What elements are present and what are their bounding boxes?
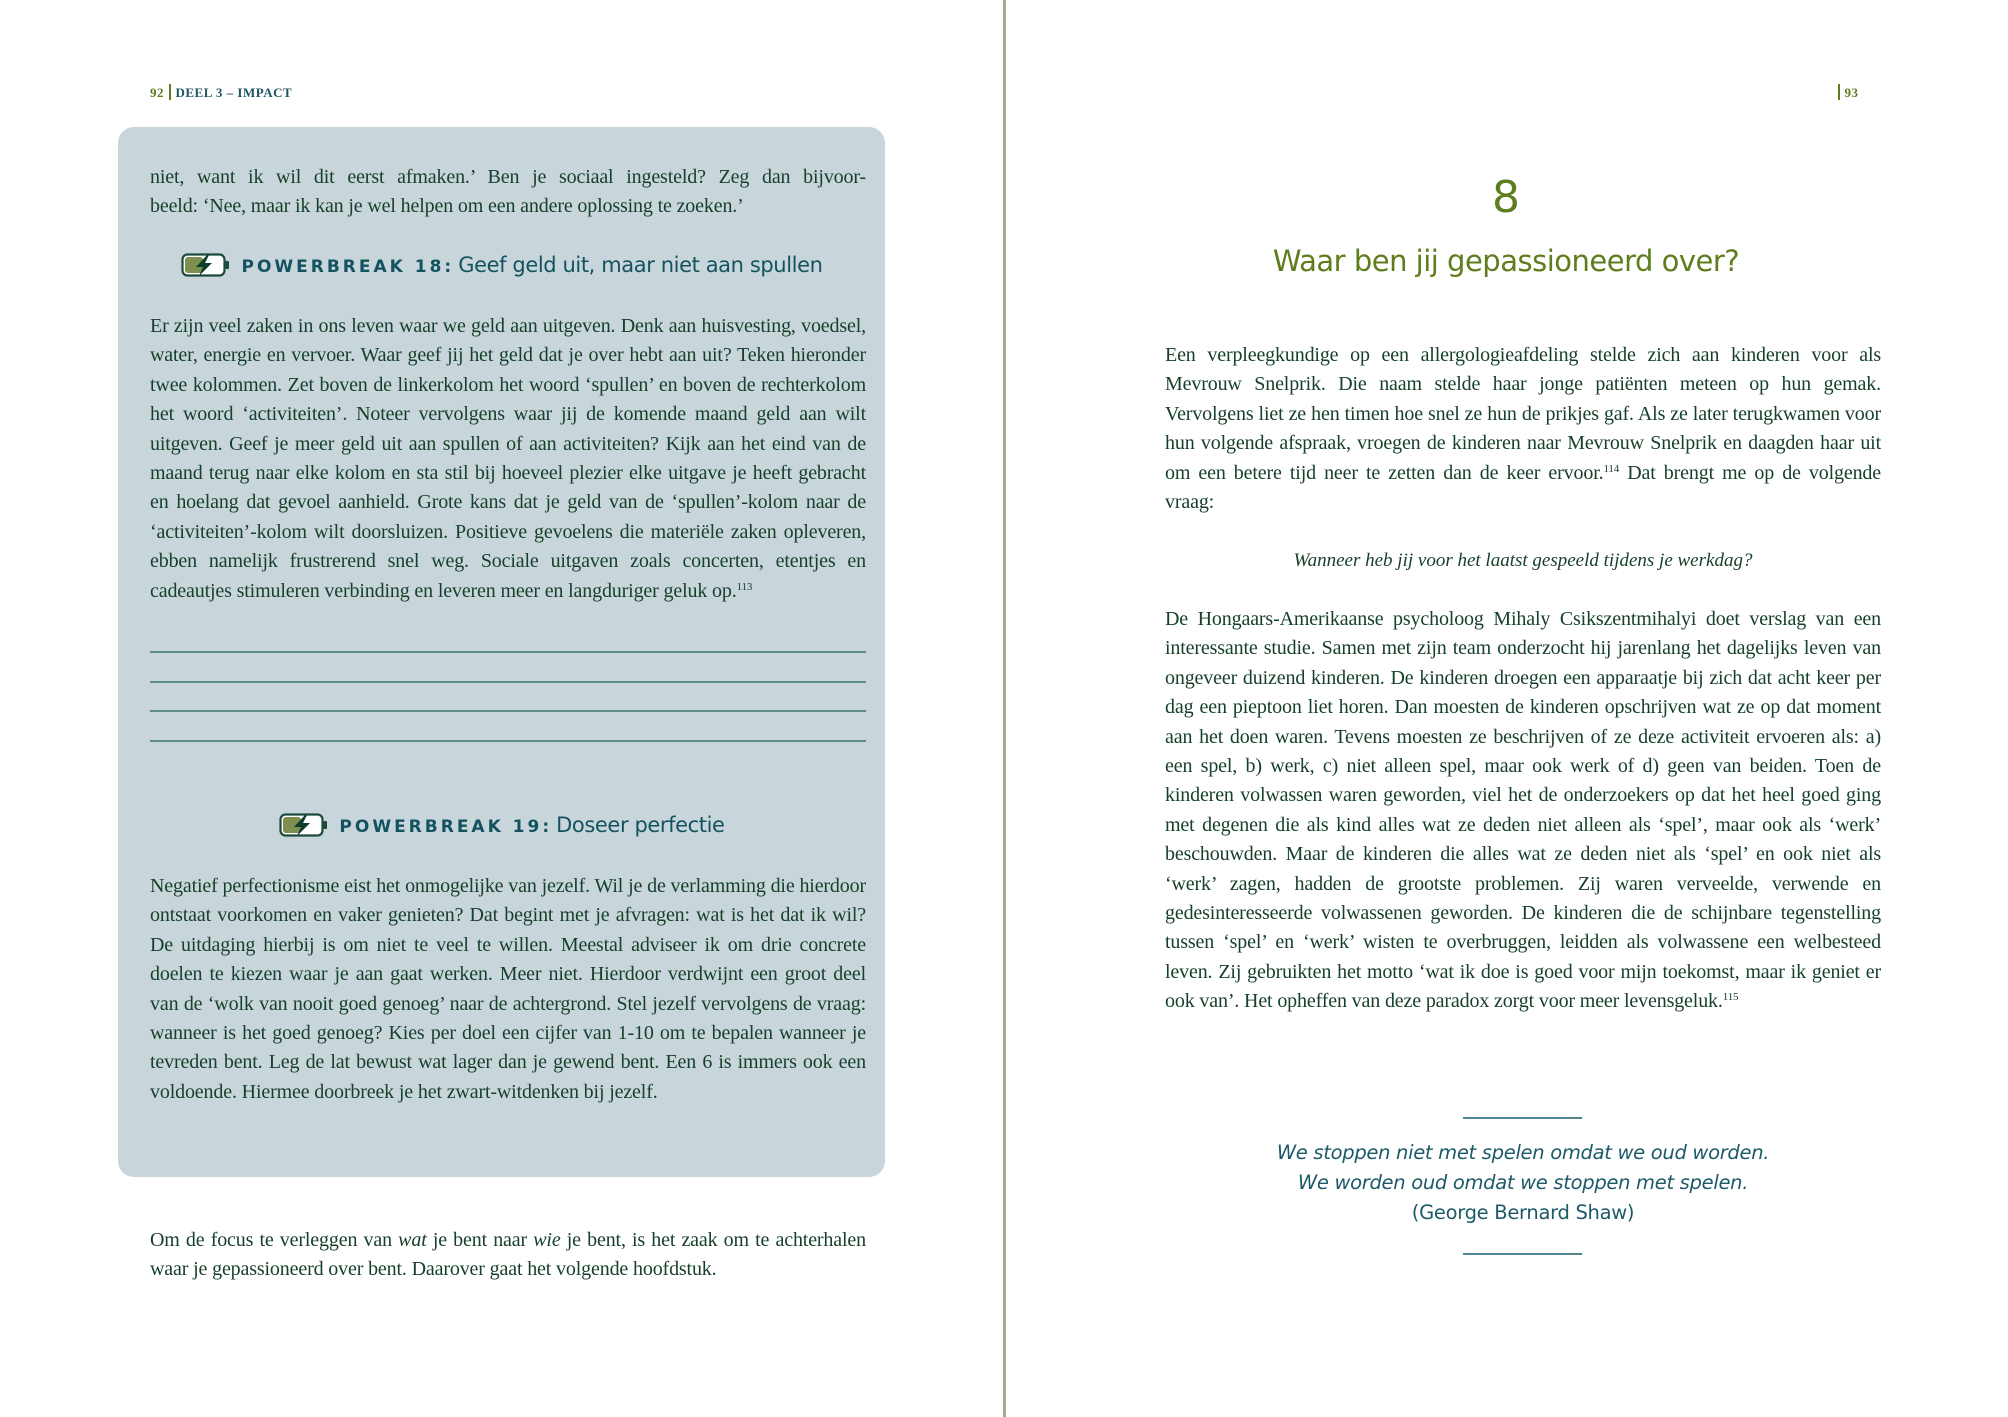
battery-charging-icon bbox=[181, 253, 231, 277]
powerbreak-19-text: Negatief perfectionisme eist het onmogelijke van jezelf. Wil je de verlamming die hierdoor ontstaat voorkomen en vaker genieten? Dat begint met je afvragen: wat is het dat ik wil? De uitdaging hierbij is om niet te veel te willen. Meestal adviseer ik om drie concrete doelen te kiezen waar je aan gaat werken. Meer niet. Hierdoor verdwijnt een groot deel van de ‘wolk van nooit goed genoeg’ naar de achtergrond. Stel jezelf vervolgens de vraag: wanneer is het goed genoeg? Kies per doel een cijfer van 1-10 om te bepalen wanneer je tevreden bent. Leg de lat bewust wat lager dan je gewend bent. Een 6 is immers ook een voldoende. Hiermee doorbreek je het zwart-witdenken bij jezelf. bbox=[150, 875, 866, 1103]
powerbreak-19-heading bbox=[0, 813, 1004, 837]
battery-charging-icon bbox=[279, 813, 329, 837]
closing-text: Om de focus te verleggen van bbox=[150, 1229, 399, 1251]
powerbreak-18-body: Er zijn veel zaken in ons leven waar we geld aan uitgeven. Denk aan huisvesting, voedsel, water, energie en vervoer. Waar geef jij het geld dat je over hebt aan uit? Teken hieronder twee kolommen. Zet boven de linkerkolom het woord ‘spullen’ en boven de rechterkolom het woord ‘activiteiten’. Noteer vervolgens waar jij de komende maand geld aan wilt uitgeven. Geef je meer geld uit aan spullen of aan activiteiten? Kijk aan het eind van de maand terug naar elke kolom en sta stil bij hoeveel plezier elke uitgave je heeft gebracht en hoelang dat gevoel aanhield. Grote kans dat je geld van de ‘spullen’-kolom naar de ‘activiteiten’-kolom wilt doorsluizen. Positieve gevoelens die materiële zaken opleveren, ebben namelijk frustrerend snel weg. Sociale uitgaven zoals concerten, etentjes en cadeautjes stimuleren verbinding en leveren meer en langduriger geluk op. bbox=[150, 315, 866, 602]
closing-text: je bent, is het zaak om te achterhalen waar je gepassioneerd over bent. Daarover gaat het volgende hoofdstuk. bbox=[150, 1229, 866, 1281]
paragraph-text: Dat brengt me op de volgende vraag: bbox=[1165, 461, 1882, 514]
reflection-question: Wanneer heb jij voor het laatst gespeeld tijdens je werkdag? bbox=[1293, 550, 1753, 571]
quote-rule-bottom bbox=[1463, 1253, 1582, 1255]
quote-line-1: We stoppen niet met spelen omdat we oud worden. bbox=[1276, 1141, 1770, 1164]
running-header-right bbox=[1838, 84, 1859, 101]
quote-rule-top bbox=[1463, 1117, 1582, 1119]
section-title: DEEL 3 – IMPACT bbox=[175, 85, 293, 100]
chapter-paragraph-2 bbox=[1165, 605, 1881, 1017]
footnote-ref: 115 bbox=[1722, 991, 1739, 1004]
powerbreak-title: Geef geld uit, maar niet aan spullen bbox=[458, 253, 823, 277]
powerbreak-18-heading bbox=[0, 253, 1004, 277]
powerbreak-18-text bbox=[150, 312, 866, 606]
epigraph-quote bbox=[1165, 1138, 1881, 1228]
chapter-number: 8 bbox=[1492, 172, 1520, 223]
closing-paragraph bbox=[150, 1226, 866, 1285]
write-in-line[interactable] bbox=[150, 740, 866, 742]
powerbreak-keyword: POWERBREAK 18: bbox=[241, 257, 455, 277]
footnote-ref: 114 bbox=[1603, 462, 1620, 475]
quote-attribution: (George Bernard Shaw) bbox=[1411, 1201, 1635, 1224]
header-separator bbox=[169, 84, 171, 100]
quote-line-2: We worden oud omdat we stoppen met spelen. bbox=[1297, 1171, 1749, 1194]
chapter-title: Waar ben jij gepassioneerd over? bbox=[1272, 244, 1740, 278]
chapter-paragraph-1 bbox=[1165, 341, 1881, 517]
page-number: 92 bbox=[150, 85, 164, 100]
paragraph-text: Een verpleegkundige op een allergologieafdeling stelde zich aan kinderen voor als Mevrouw Snelprik. Die naam stelde haar jonge patiënten meteen op hun gemak. Vervolgens liet ze hen timen hoe snel ze hun de prikjes gaf. Als ze later terugkwamen voor hun volgende afspraak, vroegen de kinderen naar Mevrouw Snelprik en daagden haar uit om een betere tijd neer te zetten dan de keer ervoor. bbox=[1165, 344, 1881, 484]
write-in-line[interactable] bbox=[150, 681, 866, 683]
write-in-line[interactable] bbox=[150, 710, 866, 712]
intro-line-1: niet, want ik wil dit eerst afmaken.’ Ben je sociaal ingesteld? Zeg dan bijvoor- bbox=[150, 166, 866, 188]
closing-text: je bent naar bbox=[426, 1229, 534, 1251]
intro-line-2: beeld: ‘Nee, maar ik kan je wel helpen om een andere oplossing te zoeken.’ bbox=[150, 195, 744, 218]
header-separator bbox=[1838, 84, 1840, 100]
page-number: 93 bbox=[1844, 85, 1859, 100]
running-header-left bbox=[150, 84, 292, 101]
powerbreak-title: Doseer perfectie bbox=[556, 813, 725, 837]
powerbreak-keyword: POWERBREAK 19: bbox=[339, 817, 553, 837]
write-in-line[interactable] bbox=[150, 651, 866, 653]
emphasis-wie: wie bbox=[533, 1229, 561, 1251]
paragraph-text: De Hongaars-Amerikaanse psycholoog Mihaly Csikszentmihalyi doet verslag van een interessante studie. Samen met zijn team onderzocht hij jarenlang het dagelijks leven van ongeveer duizend kinderen. De kinderen droegen een apparaatje bij zich dat acht keer per dag een pieptoon liet horen. Dan moesten de kinderen opschrijven wat ze op dat moment aan het doen waren. Tevens moesten ze beschrijven of ze deze activiteit ervoeren als: a) een spel, b) werk, c) niet alleen spel, maar ook werk of d) geen van beiden. Toen de kinderen volwassen waren geworden, viel het de onderzoekers op dat het heel goed ging met degenen die als kind alles wat ze deden niet alleen als ‘spel’, maar ook als ‘werk’ beschouwden. Maar de kinderen die alles wat ze deden niet als ‘spel’ en ook niet als ‘werk’ zagen, hadden de grootste problemen. Zij waren verveelde, verwende en gedesinteresseerde volwassenen geworden. De kinderen die de schijnbare tegenstelling tussen ‘spel’ en ‘werk’ wisten te overbruggen, leidden als volwassene een welbesteed leven. Zij gebruikten het motto ‘wat ik doe is goed voor mijn toekomst, maar ik geniet er ook van’. Het opheffen van deze paradox zorgt voor meer levensgeluk. bbox=[1165, 608, 1881, 1013]
emphasis-wat: wat bbox=[398, 1229, 427, 1251]
footnote-ref: 113 bbox=[736, 580, 753, 593]
box-intro-paragraph bbox=[150, 163, 866, 222]
